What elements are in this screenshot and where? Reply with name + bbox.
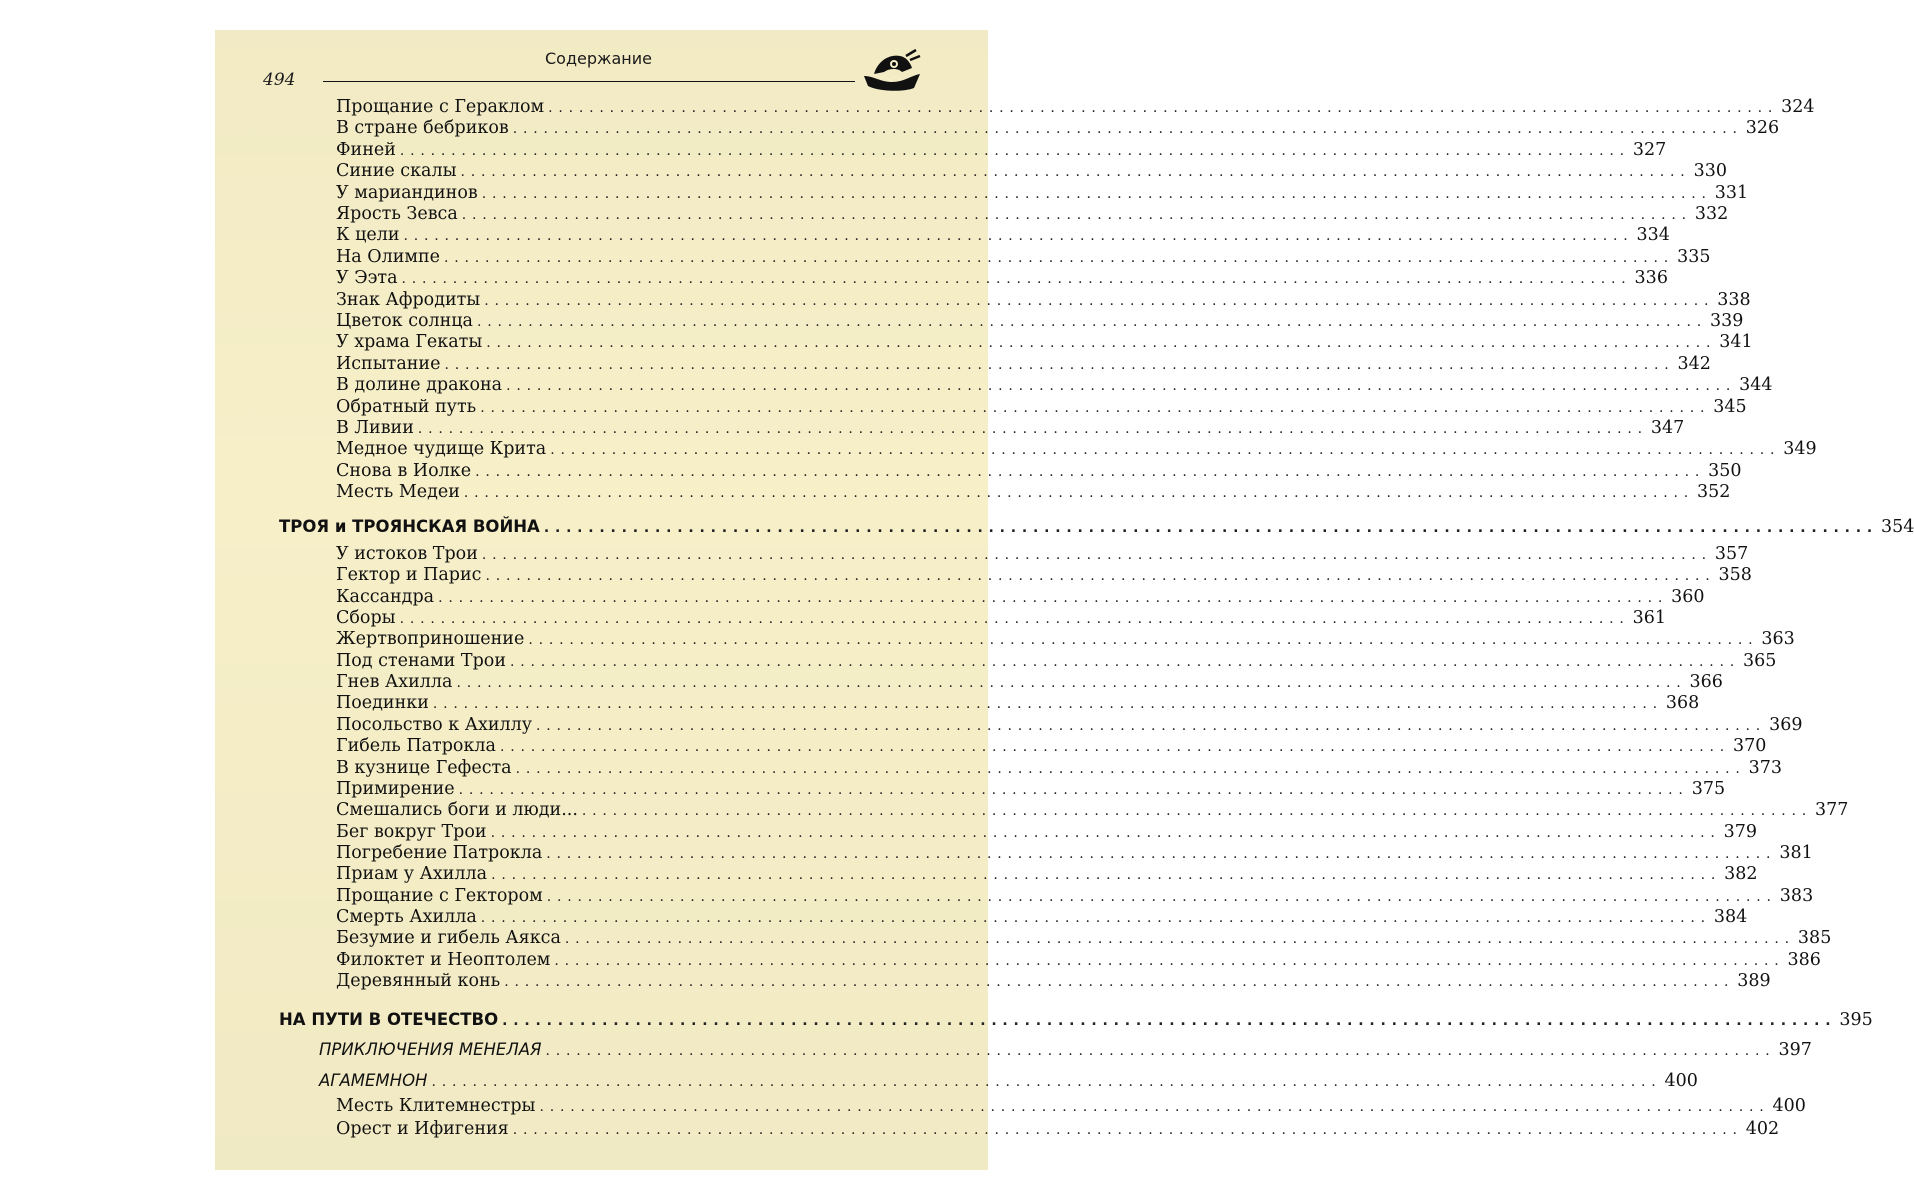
dot-leader: ........................................................................................................................ — [458, 781, 1689, 798]
toc-entry — [336, 289, 1751, 311]
toc-title: ПРИКЛЮЧЕНИЯ МЕНЕЛАЯ — [319, 1040, 542, 1059]
dot-leader: ........................................................................................................................ — [528, 632, 1759, 649]
toc-entry — [336, 268, 1668, 289]
dot-leader: ........................................................................................................................ — [490, 824, 1721, 841]
toc-entry — [336, 204, 1729, 225]
toc-title: Сборы — [336, 608, 396, 629]
toc-title: Смешались боги и люди... — [336, 800, 578, 821]
toc-page-number: 338 — [1717, 289, 1751, 310]
toc-page-number: 385 — [1797, 928, 1832, 949]
toc-title: Бег вокруг Трои — [336, 821, 487, 842]
toc-page-number: 341 — [1719, 332, 1753, 353]
dot-leader: ........................................................................................................................ — [509, 653, 1741, 670]
toc-entry — [336, 139, 1667, 161]
dot-leader: ........................................................................................................................ — [484, 292, 1715, 309]
dot-leader: ........................................................................................................................ — [545, 1043, 1776, 1059]
toc-entry — [336, 928, 1832, 949]
toc-entry — [336, 353, 1711, 375]
toc-entry — [336, 375, 1773, 396]
dot-leader: ........................................................................................................................ — [399, 142, 1630, 159]
toc-title: Орест и Ифигения — [336, 1119, 509, 1139]
dot-leader: ........................................................................................................................ — [550, 442, 1781, 459]
toc-page-number: 363 — [1761, 629, 1795, 650]
toc-entry — [336, 1096, 1806, 1117]
toc-page-number: 358 — [1718, 565, 1752, 586]
toc-page-number: 366 — [1689, 672, 1723, 693]
toc-title: Гибель Патрокла — [336, 736, 496, 757]
toc-entry — [336, 629, 1795, 650]
toc-title: Погребение Патрокла — [336, 842, 543, 863]
table-of-contents — [215, 30, 1914, 1170]
toc-page-number: 342 — [1677, 353, 1711, 374]
toc-title: Финей — [336, 139, 396, 160]
toc-title: К цели — [336, 225, 400, 246]
toc-entry — [336, 821, 1758, 843]
toc-page-number: 379 — [1723, 821, 1758, 842]
toc-page-number: 336 — [1634, 268, 1668, 289]
dot-leader: ........................................................................................................................ — [401, 271, 1632, 288]
toc-page-number: 373 — [1748, 757, 1783, 778]
toc-entry — [336, 97, 1815, 118]
toc-entry — [336, 246, 1711, 268]
toc-title: Под стенами Трои — [336, 650, 506, 671]
dot-leader: ........................................................................................................................ — [477, 314, 1708, 330]
toc-entry — [336, 482, 1731, 503]
dot-leader: ........................................................................................................................ — [543, 520, 1879, 536]
toc-title: Месть Клитемнестры — [336, 1096, 536, 1116]
toc-page-number: 349 — [1783, 439, 1817, 460]
book-page — [215, 30, 1914, 1170]
toc-page-number: 330 — [1693, 161, 1727, 182]
dot-leader: ........................................................................................................................ — [481, 547, 1712, 563]
dot-leader: ........................................................................................................................ — [399, 611, 1630, 628]
toc-entry — [336, 544, 1749, 565]
toc-entry — [336, 906, 1748, 928]
dot-leader: ........................................................................................................................ — [512, 121, 1743, 138]
toc-entry — [336, 714, 1803, 736]
dot-leader: ........................................................................................................................ — [486, 335, 1717, 352]
toc-page-number: 324 — [1781, 97, 1815, 117]
toc-title: У истоков Трои — [336, 544, 478, 564]
toc-section — [279, 517, 1914, 538]
dot-leader: ........................................................................................................................ — [536, 717, 1767, 734]
toc-page-number: 339 — [1710, 311, 1744, 331]
dot-leader: ........................................................................................................................ — [480, 399, 1711, 416]
dot-leader: ........................................................................................................................ — [539, 1099, 1770, 1115]
toc-title: В стране бебриков — [336, 118, 509, 139]
toc-entry — [336, 182, 1749, 204]
dot-leader: ........................................................................................................................ — [460, 164, 1691, 181]
toc-page-number: 389 — [1737, 971, 1771, 991]
toc-entry — [336, 757, 1783, 779]
toc-page-number: 365 — [1743, 650, 1777, 671]
toc-entry — [336, 672, 1723, 693]
dot-leader: ........................................................................................................................ — [431, 1074, 1662, 1090]
dot-leader: ........................................................................................................................ — [417, 421, 1648, 437]
toc-title: Синие скалы — [336, 161, 457, 182]
toc-title: Месть Медеи — [336, 482, 460, 503]
toc-title: Испытание — [336, 353, 441, 374]
toc-title: Прощание с Гераклом — [336, 97, 545, 117]
toc-title: В долине дракона — [336, 375, 503, 396]
toc-page-number: 386 — [1787, 949, 1821, 970]
toc-page-number: 384 — [1713, 906, 1748, 927]
toc-entry — [336, 842, 1813, 864]
toc-entry — [336, 225, 1670, 246]
toc-title: ТРОЯ и ТРОЯНСКАЯ ВОЙНА — [279, 517, 540, 536]
toc-page-number: 400 — [1664, 1071, 1698, 1091]
toc-page-number: 370 — [1732, 736, 1767, 757]
toc-page-number: 381 — [1779, 842, 1813, 863]
toc-title: Поединки — [336, 693, 429, 714]
toc-entry — [336, 565, 1752, 586]
toc-title: Медное чудище Крита — [336, 439, 547, 460]
dot-leader: ........................................................................................................................ — [554, 952, 1785, 969]
toc-title: Снова в Иолке — [336, 460, 472, 481]
toc-title: Приам у Ахилла — [336, 864, 488, 885]
toc-title: Гнев Ахилла — [336, 672, 453, 693]
toc-title: В Ливии — [336, 418, 414, 438]
toc-title: Филоктет и Неоптолем — [336, 949, 551, 970]
dot-leader: ........................................................................................................................ — [438, 589, 1669, 606]
toc-entry — [336, 778, 1726, 800]
toc-page-number: 350 — [1708, 460, 1742, 481]
toc-entry — [336, 885, 1814, 907]
toc-entry — [336, 439, 1817, 460]
toc-entry — [336, 693, 1700, 714]
toc-entry — [336, 1119, 1780, 1140]
dot-leader: ........................................................................................................................ — [548, 100, 1779, 116]
toc-page-number: 402 — [1745, 1119, 1780, 1139]
toc-page-number: 382 — [1724, 864, 1758, 885]
dot-leader: ........................................................................................................................ — [403, 228, 1634, 245]
toc-page-number: 354 — [1881, 517, 1914, 537]
toc-entry — [336, 586, 1705, 608]
dot-leader: ........................................................................................................................ — [475, 463, 1706, 480]
toc-page-number: 377 — [1814, 800, 1849, 821]
toc-page-number: 331 — [1714, 182, 1749, 203]
toc-title: АГАМЕМНОН — [319, 1071, 428, 1090]
toc-page-number: 361 — [1632, 608, 1667, 629]
toc-entry — [336, 332, 1753, 353]
dot-leader: ........................................................................................................................ — [491, 867, 1722, 884]
dot-leader: ........................................................................................................................ — [506, 378, 1737, 395]
toc-title: Жертвоприношение — [336, 629, 525, 650]
dot-leader: ........................................................................................................................ — [512, 1122, 1743, 1138]
toc-page-number: 397 — [1778, 1040, 1812, 1060]
toc-title: У мариандинов — [336, 182, 478, 203]
dot-leader: ........................................................................................................................ — [480, 909, 1711, 926]
toc-page-number: 334 — [1636, 225, 1670, 246]
toc-section — [279, 1010, 1873, 1031]
running-title: Содержание — [545, 49, 652, 68]
page-number: 494 — [263, 70, 296, 90]
dot-leader: ........................................................................................................................ — [581, 803, 1812, 820]
toc-page-number: 375 — [1691, 778, 1726, 799]
dot-leader: ........................................................................................................................ — [485, 568, 1716, 585]
toc-page-number: 335 — [1677, 246, 1711, 267]
toc-title: На Олимпе — [336, 246, 441, 267]
toc-entry — [336, 418, 1685, 439]
toc-entry — [336, 608, 1667, 629]
dot-leader: ........................................................................................................................ — [502, 1013, 1837, 1029]
toc-entry — [336, 118, 1780, 139]
toc-title: Деревянный конь — [336, 971, 501, 991]
toc-entry — [336, 800, 1849, 821]
dot-leader: ........................................................................................................................ — [456, 675, 1687, 692]
toc-page-number: 395 — [1839, 1010, 1873, 1030]
dot-leader: ........................................................................................................................ — [546, 888, 1777, 905]
dot-leader: ........................................................................................................................ — [499, 739, 1730, 756]
toc-page-number: 332 — [1694, 204, 1729, 224]
toc-title: У Ээта — [336, 268, 398, 289]
toc-subsection — [319, 1071, 1698, 1092]
toc-entry — [336, 971, 1771, 992]
dot-leader: ........................................................................................................................ — [564, 931, 1795, 948]
dot-leader: ........................................................................................................................ — [504, 974, 1735, 990]
toc-subsection — [319, 1040, 1812, 1061]
toc-title: Знак Афродиты — [336, 289, 481, 310]
toc-title: Прощание с Гектором — [336, 885, 543, 906]
toc-title: У храма Гекаты — [336, 332, 483, 353]
toc-page-number: 360 — [1671, 586, 1705, 607]
toc-title: В кузнице Гефеста — [336, 757, 512, 778]
toc-entry — [336, 736, 1767, 757]
toc-entry — [336, 396, 1747, 418]
toc-entry — [336, 311, 1744, 332]
dot-leader: ........................................................................................................................ — [461, 207, 1692, 223]
toc-page-number: 400 — [1772, 1096, 1806, 1116]
dot-leader: ........................................................................................................................ — [444, 356, 1675, 373]
toc-entry — [336, 650, 1777, 672]
toc-entry — [336, 161, 1727, 182]
toc-entry — [336, 949, 1821, 971]
dot-leader: ........................................................................................................................ — [515, 760, 1746, 777]
toc-title: НА ПУТИ В ОТЕЧЕСТВО — [279, 1010, 499, 1029]
toc-page-number: 327 — [1632, 139, 1667, 160]
toc-title: Ярость Зевса — [336, 204, 458, 224]
toc-title: Безумие и гибель Аякса — [336, 928, 561, 949]
toc-title: Смерть Ахилла — [336, 906, 477, 927]
toc-page-number: 352 — [1696, 482, 1731, 503]
toc-title: Цветок солнца — [336, 311, 473, 331]
toc-page-number: 368 — [1665, 693, 1700, 714]
dot-leader: ........................................................................................................................ — [463, 485, 1694, 502]
toc-entry — [336, 864, 1758, 885]
toc-page-number: 357 — [1714, 544, 1749, 564]
toc-page-number: 383 — [1779, 885, 1814, 906]
dot-leader: ........................................................................................................................ — [481, 185, 1712, 202]
toc-title: Примирение — [336, 778, 455, 799]
toc-page-number: 326 — [1745, 118, 1780, 139]
toc-page-number: 347 — [1650, 418, 1685, 438]
dot-leader: ........................................................................................................................ — [444, 249, 1675, 266]
toc-page-number: 369 — [1769, 714, 1803, 735]
toc-title: Кассандра — [336, 586, 435, 607]
dot-leader: ........................................................................................................................ — [546, 845, 1777, 862]
toc-page-number: 344 — [1739, 375, 1773, 396]
toc-title: Обратный путь — [336, 396, 477, 417]
toc-entry — [336, 460, 1742, 482]
toc-page-number: 345 — [1713, 396, 1747, 417]
toc-title: Посольство к Ахиллу — [336, 714, 533, 735]
dot-leader: ........................................................................................................................ — [432, 696, 1663, 713]
toc-title: Гектор и Парис — [336, 565, 482, 586]
